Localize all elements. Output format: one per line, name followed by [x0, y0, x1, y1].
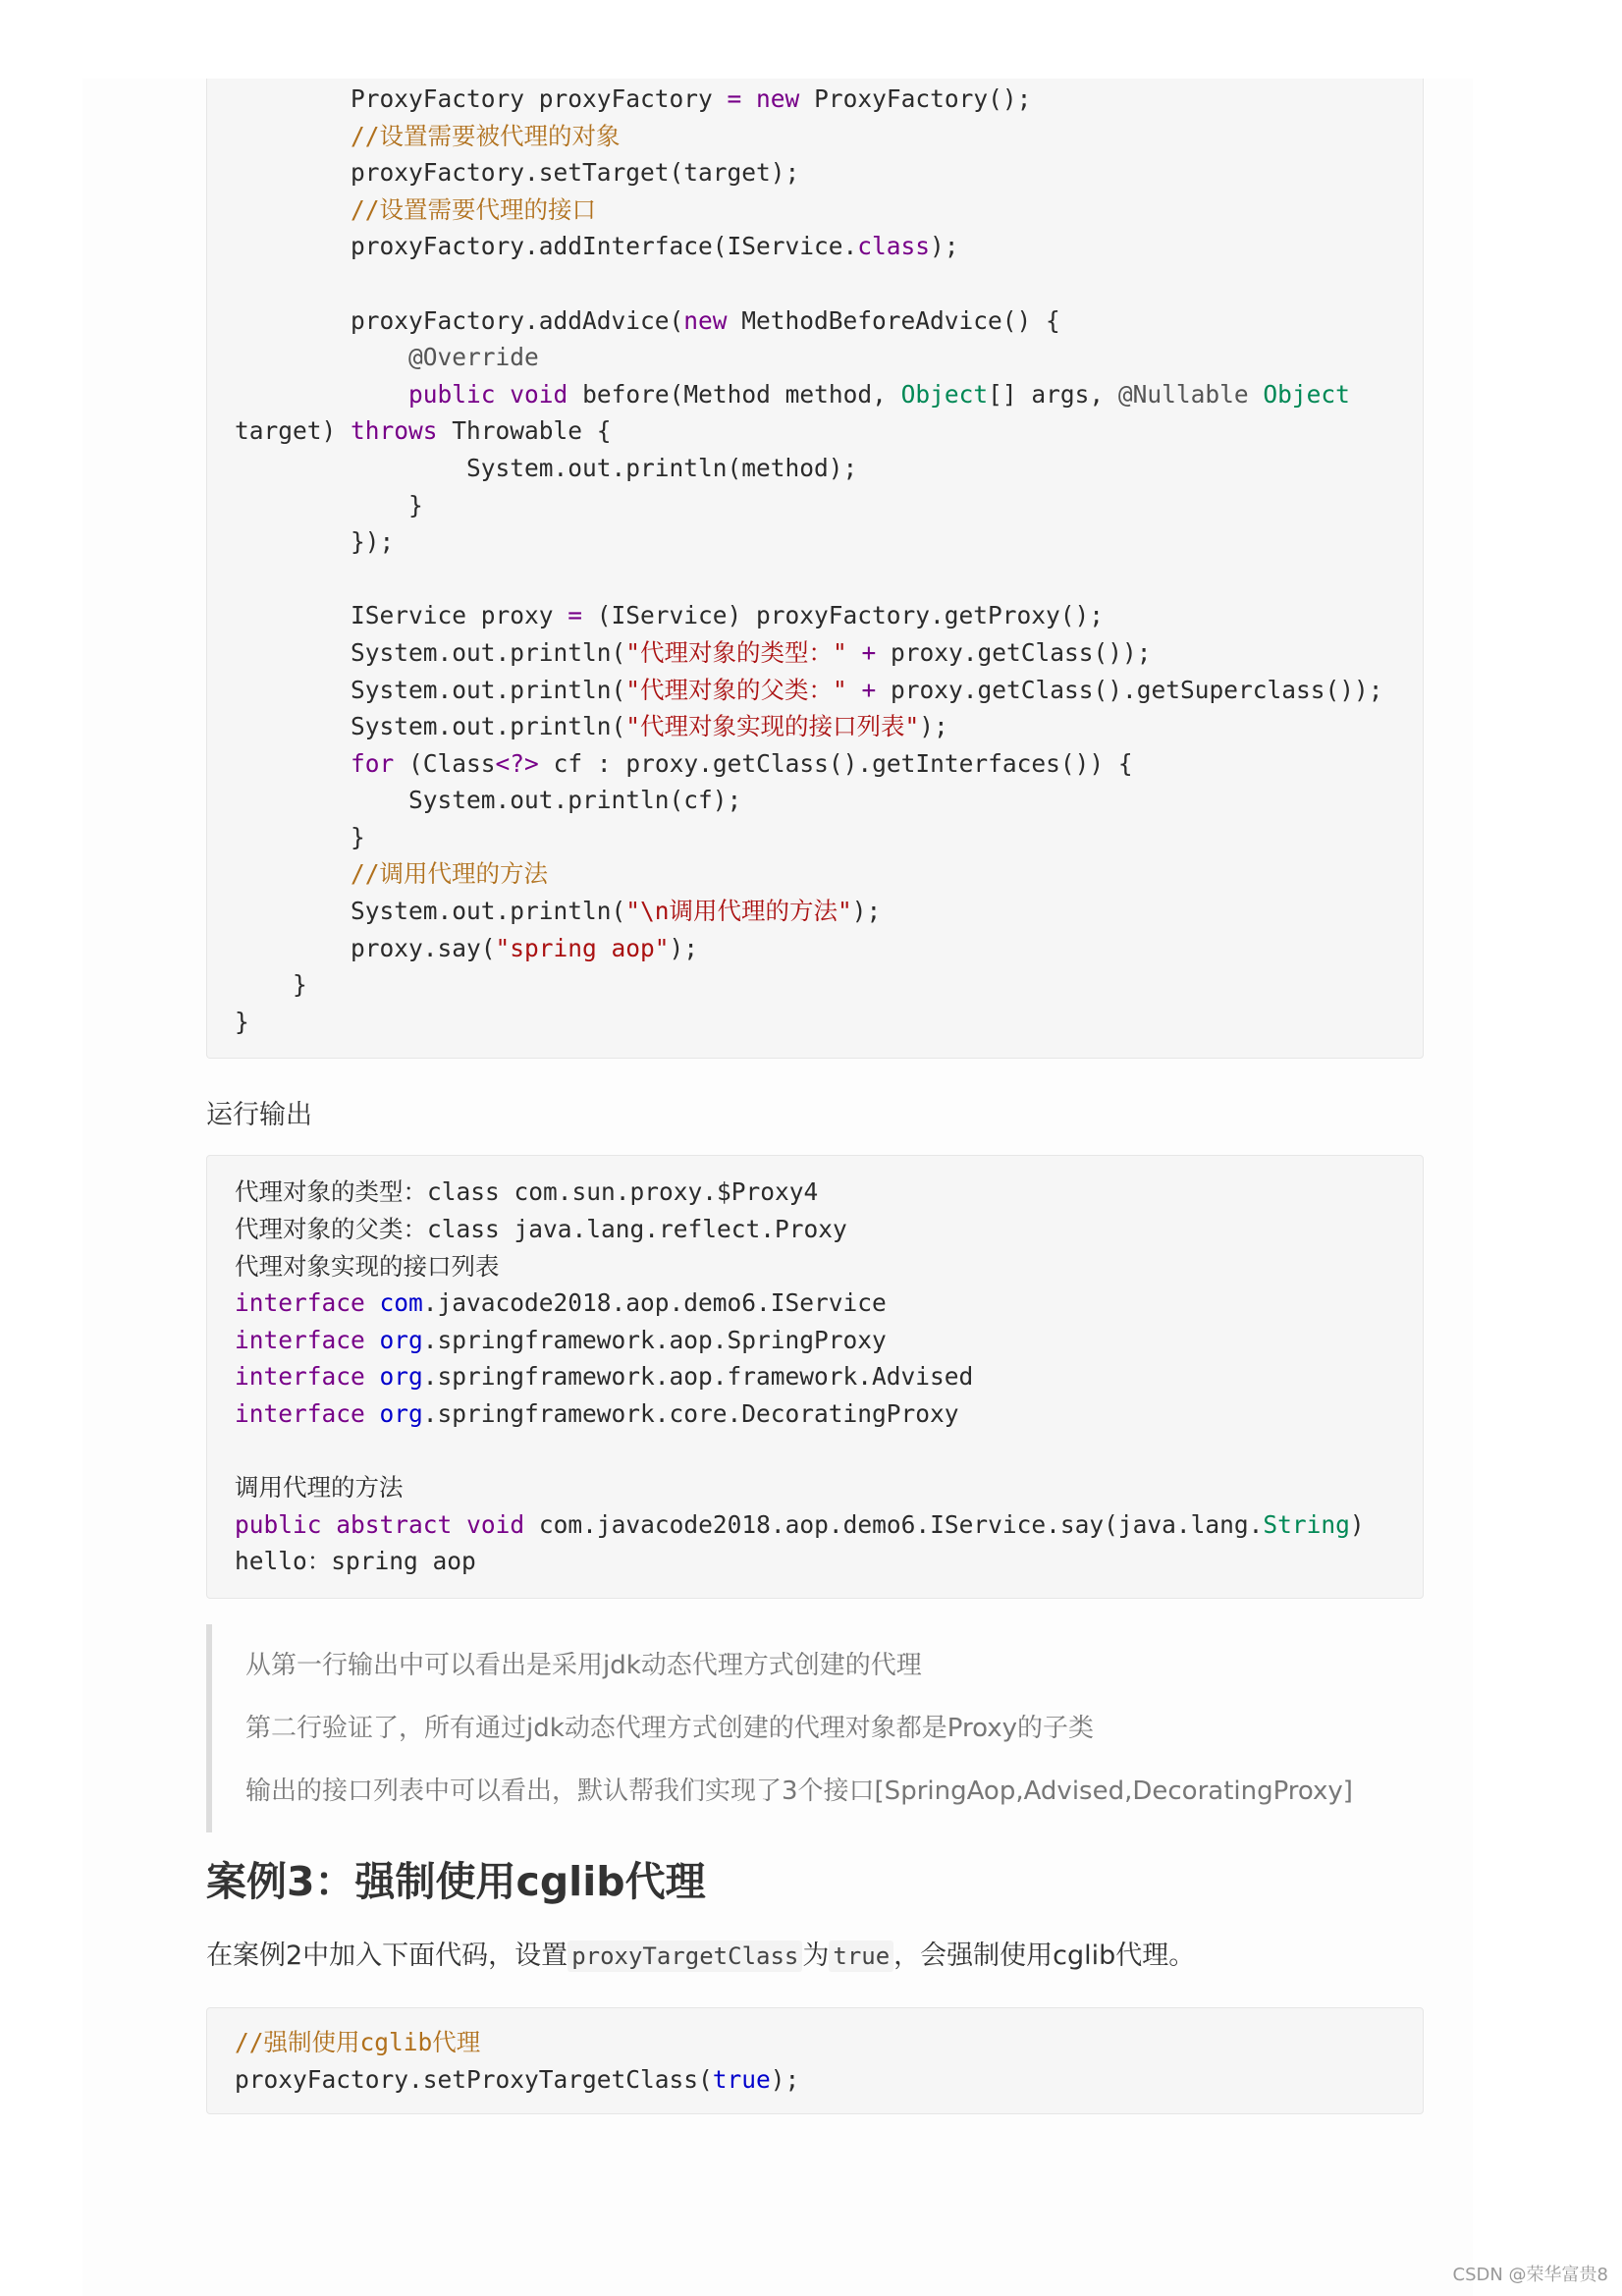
csdn-watermark: CSDN @荣华富贵8 — [1452, 2265, 1608, 2285]
code-token: interface — [235, 1325, 365, 1354]
code-block-force-cglib — [206, 2007, 1424, 2114]
code-line — [235, 523, 1395, 561]
code-token: void — [510, 379, 568, 409]
code-line — [235, 1543, 1395, 1580]
code-token: "代理对象实现的接口列表" — [625, 712, 920, 741]
code-token: interface — [235, 1399, 365, 1428]
inline-code-proxy-target-class: proxyTargetClass — [568, 1941, 802, 1972]
code-token — [365, 1399, 380, 1428]
code-line — [235, 1469, 1395, 1506]
code-token — [235, 749, 351, 778]
code-token: void — [466, 1509, 525, 1539]
code-line — [235, 2061, 1395, 2099]
inline-code-true: true — [829, 1941, 893, 1972]
code-token: public — [408, 379, 496, 409]
code-line — [235, 412, 1395, 450]
code-token: ); — [919, 712, 948, 741]
code-line — [235, 376, 1395, 413]
quote-line: 第二行验证了，所有通过jdk动态代理方式创建的代理对象都是Proxy的子类 — [245, 1713, 1095, 1743]
code-token: = — [568, 601, 583, 630]
code-line — [235, 893, 1395, 930]
code-token: 代理对象的类型：class com.sun.proxy.$Proxy4 — [235, 1177, 819, 1207]
code-line — [235, 1211, 1395, 1248]
code-token: "spring aop" — [495, 933, 670, 962]
code-line — [235, 1248, 1395, 1285]
code-token: proxyFactory.setTarget(target); — [235, 158, 800, 188]
code-token: cf : proxy.getClass().getInterfaces()) { — [538, 748, 1133, 778]
code-token: System.out.println( — [235, 712, 626, 741]
code-line — [235, 450, 1395, 487]
code-token: System.out.println( — [235, 675, 626, 704]
quote-line: 从第一行输出中可以看出是采用jdk动态代理方式创建的代理 — [245, 1650, 922, 1680]
article-content — [206, 79, 1424, 2114]
code-token: ProxyFactory(); — [799, 84, 1032, 113]
code-token: } — [235, 970, 307, 1000]
code-token: interface — [235, 1288, 365, 1318]
code-token: new — [683, 305, 728, 335]
code-token: System.out.println( — [235, 897, 626, 926]
code-token: 代理对象实现的接口列表 — [235, 1251, 500, 1281]
code-token: @Nullable — [1117, 379, 1249, 409]
run-output-label: 运行输出 — [206, 1100, 312, 1131]
code-token: com.javacode2018.aop.demo6.IService.say(java.lang. — [524, 1509, 1264, 1539]
code-token: new — [756, 84, 800, 113]
code-token: //强制使用cglib代理 — [235, 2027, 481, 2056]
code-token: proxyFactory.addInterface(IService. — [235, 232, 858, 261]
code-token: proxy.say( — [235, 933, 496, 962]
code-token: "代理对象的父类：" — [625, 675, 847, 704]
code-token: ); — [930, 232, 959, 261]
code-token: "代理对象的类型：" — [625, 637, 847, 667]
code-token: [] args, — [988, 379, 1118, 409]
code-token: MethodBeforeAdvice() { — [727, 305, 1060, 335]
code-token: public — [235, 1509, 322, 1539]
code-token: <?> — [495, 748, 539, 778]
code-token — [496, 380, 511, 409]
intro-text-after: ，会强制使用cglib代理。 — [893, 1940, 1196, 1971]
code-token: = — [727, 84, 742, 113]
code-token — [452, 1510, 466, 1539]
code-line — [235, 745, 1395, 783]
section-heading: 案例3：强制使用cglib代理 — [206, 1857, 706, 1905]
code-line — [235, 118, 1395, 155]
code-line — [235, 1433, 1395, 1470]
code-token: 代理对象的父类：class java.lang.reflect.Proxy — [235, 1215, 847, 1244]
code-token — [322, 1510, 337, 1539]
code-token: true — [712, 2064, 771, 2094]
intro-text-middle: 为 — [802, 1940, 830, 1971]
code-token: ) — [1349, 1509, 1365, 1539]
code-token: for — [351, 748, 395, 778]
code-token: hello：spring aop — [235, 1547, 476, 1576]
code-token: Object — [900, 379, 989, 409]
code-token: throws — [351, 416, 438, 446]
code-line — [235, 855, 1395, 893]
code-token: }); — [235, 527, 395, 557]
code-token: (IService) proxyFactory.getProxy(); — [582, 601, 1105, 630]
code-line — [235, 154, 1395, 191]
code-token: } — [235, 490, 423, 519]
code-block-run-output — [206, 1155, 1424, 1599]
code-token: System.out.println(method); — [235, 453, 858, 482]
code-line — [235, 191, 1395, 229]
explanation-quote — [206, 1624, 1424, 1832]
code-token — [365, 1362, 380, 1391]
code-token: IService proxy — [235, 601, 568, 630]
quote-line: 输出的接口列表中可以看出，默认帮我们实现了3个接口[SpringAop,Advised,DecoratingProxy] — [245, 1776, 1353, 1806]
code-token: proxyFactory.setProxyTargetClass( — [235, 2064, 713, 2094]
code-line — [235, 1004, 1395, 1041]
code-line — [235, 1358, 1395, 1395]
intro-paragraph — [206, 1929, 1424, 1984]
code-token: proxyFactory.addAdvice( — [235, 305, 684, 335]
code-token: //设置需要被代理的对象 — [235, 121, 621, 150]
code-token: proxy.getClass().getSuperclass()); — [876, 675, 1383, 704]
code-line — [235, 2024, 1395, 2061]
code-line — [235, 487, 1395, 524]
code-token: String — [1263, 1509, 1350, 1539]
code-line — [235, 1174, 1395, 1211]
code-token: + — [861, 675, 877, 704]
code-token: ); — [851, 897, 882, 926]
code-line — [235, 782, 1395, 819]
code-line — [235, 1322, 1395, 1359]
code-token: interface — [235, 1362, 365, 1392]
code-token: .springframework.aop.framework.Advised — [422, 1362, 974, 1392]
code-token: Object — [1263, 379, 1350, 409]
code-line — [235, 228, 1395, 265]
code-token: } — [235, 822, 365, 851]
code-token — [235, 343, 408, 371]
code-token — [1249, 380, 1264, 409]
code-token: target) — [235, 416, 351, 446]
code-line — [235, 302, 1395, 340]
code-line — [235, 265, 1395, 302]
code-token: "\n调用代理的方法" — [625, 897, 852, 926]
code-line — [235, 1285, 1395, 1322]
code-token: class — [857, 232, 931, 261]
code-block-proxy-factory — [206, 79, 1424, 1059]
intro-text-before: 在案例2中加入下面代码，设置 — [206, 1940, 568, 1971]
code-token: System.out.println(cf); — [235, 786, 742, 815]
code-token: org — [379, 1362, 423, 1392]
code-token: .springframework.core.DecoratingProxy — [422, 1399, 959, 1428]
code-token: org — [379, 1325, 423, 1354]
code-token — [847, 676, 862, 704]
code-token: .springframework.aop.SpringProxy — [422, 1325, 887, 1354]
code-line — [235, 966, 1395, 1004]
code-token: .javacode2018.aop.demo6.IService — [422, 1288, 887, 1318]
code-line — [235, 339, 1395, 376]
code-token: org — [379, 1399, 423, 1428]
code-token — [847, 638, 862, 667]
code-line — [235, 708, 1395, 745]
code-token: } — [235, 1007, 249, 1036]
code-token — [741, 84, 756, 113]
code-token: com — [379, 1288, 423, 1318]
code-line — [235, 1506, 1395, 1544]
code-line — [235, 819, 1395, 856]
code-token: ProxyFactory proxyFactory — [235, 84, 728, 113]
code-token: abstract — [336, 1509, 453, 1539]
code-token: ); — [770, 2064, 800, 2094]
code-line — [235, 672, 1395, 709]
code-token — [235, 380, 408, 409]
code-token: proxy.getClass()); — [876, 637, 1152, 667]
code-line — [235, 1395, 1395, 1433]
code-line — [235, 561, 1395, 598]
code-token — [365, 1326, 380, 1354]
code-line — [235, 597, 1395, 634]
code-token — [365, 1288, 380, 1317]
code-token: System.out.println( — [235, 637, 626, 667]
code-token: before(Method method, — [568, 379, 901, 409]
code-token: ); — [669, 933, 699, 962]
code-token: //调用代理的方法 — [235, 859, 549, 889]
code-line — [235, 81, 1395, 118]
code-line — [235, 930, 1395, 967]
code-token: Throwable { — [437, 416, 612, 446]
code-token: @Override — [408, 343, 539, 372]
code-token: 调用代理的方法 — [235, 1473, 404, 1503]
code-line — [235, 634, 1395, 672]
code-token: + — [861, 637, 877, 667]
code-token: (Class — [394, 748, 496, 778]
code-token: //设置需要代理的接口 — [235, 194, 597, 224]
